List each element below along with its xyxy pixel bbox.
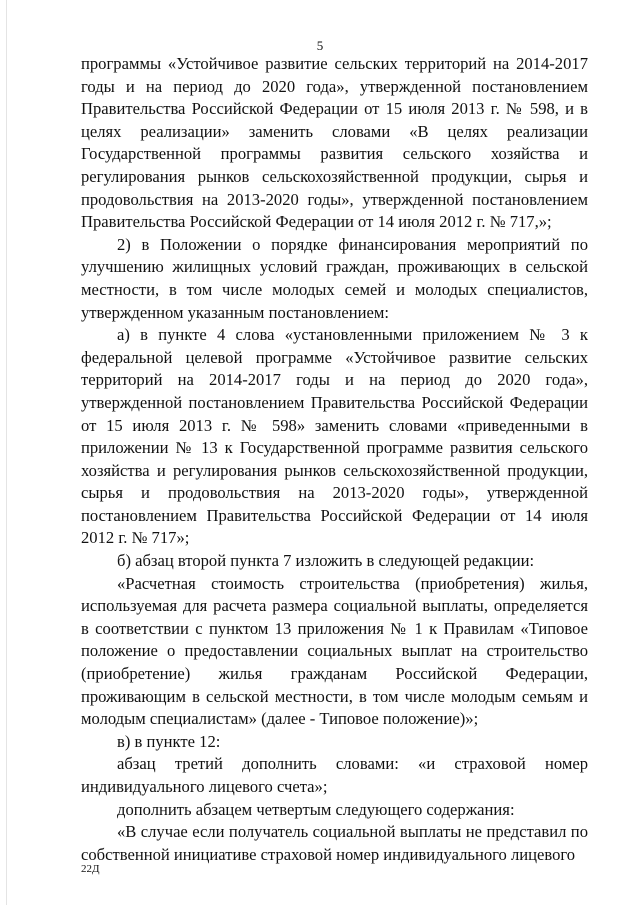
paragraph: абзац третий дополнить словами: «и страховой номер индивидуального лицевого счета»;: [81, 754, 588, 796]
paragraph: а) в пункте 4 слова «установленными приложением № 3 к федеральной целевой программе «Устойчивое развитие сельских территорий на 2014-2017 годы и на период до 2020 года», утвержденной постановлением Правительства Российской Федерации от 15 июля 2013 г. № 598» заменить словами «приведенными в приложении № 13 к Государственной программе развития сельского хозяйства и регулирования рынков сельскохозяйственной продукции, сырья и продовольствия на 2013-2020 годы», утвержденной постановлением Правительства Российской Федерации от 14 июля 2012 г. № 717»;: [81, 325, 588, 548]
document-code: 22Д: [81, 863, 100, 875]
document-body: [81, 53, 588, 866]
page-number: 5: [316, 38, 324, 53]
paragraph: 2) в Положении о порядке финансирования мероприятий по улучшению жилищных условий граждан, проживающих в сельской местности, в том числе молодых семей и молодых специалистов, утвержденном указанным постановлением:: [81, 234, 588, 322]
scan-edge: [6, 0, 7, 905]
paragraph: программы «Устойчивое развитие сельских территорий на 2014-2017 годы и на период до 2020 года», утвержденной постановлением Правительства Российской Федерации от 15 июля 2013 г. № 598, и в целях реализации» заменить словами «В целях реализации Государственной программы развития сельского хозяйства и регулирования рынков сельскохозяйственной продукции, сырья и продовольствия на 2013-2020 годы», утвержденной постановлением Правительства Российской Федерации от 14 июля 2012 г. № 717,»;: [81, 54, 588, 232]
paragraph: б) абзац второй пункта 7 изложить в следующей редакции:: [117, 551, 535, 571]
paragraph: «В случае если получатель социальной выплаты не представил по собственной инициативе страховой номер индивидуального лицевого: [81, 822, 588, 864]
paragraph: дополнить абзацем четвертым следующего содержания:: [117, 799, 515, 819]
paragraph: «Расчетная стоимость строительства (приобретения) жилья, используемая для расчета размера социальной выплаты, определяется в соответствии с пунктом 13 приложения № 1 к Правилам «Типовое положение о предоставлении социальных выплат на строительство (приобретение) жилья гражданам Российской Федерации, проживающим в сельской местности, в том числе молодым семьям и молодым специалистам» (далее - Типовое положение)»;: [81, 573, 588, 729]
paragraph: в) в пункте 12:: [117, 731, 221, 751]
